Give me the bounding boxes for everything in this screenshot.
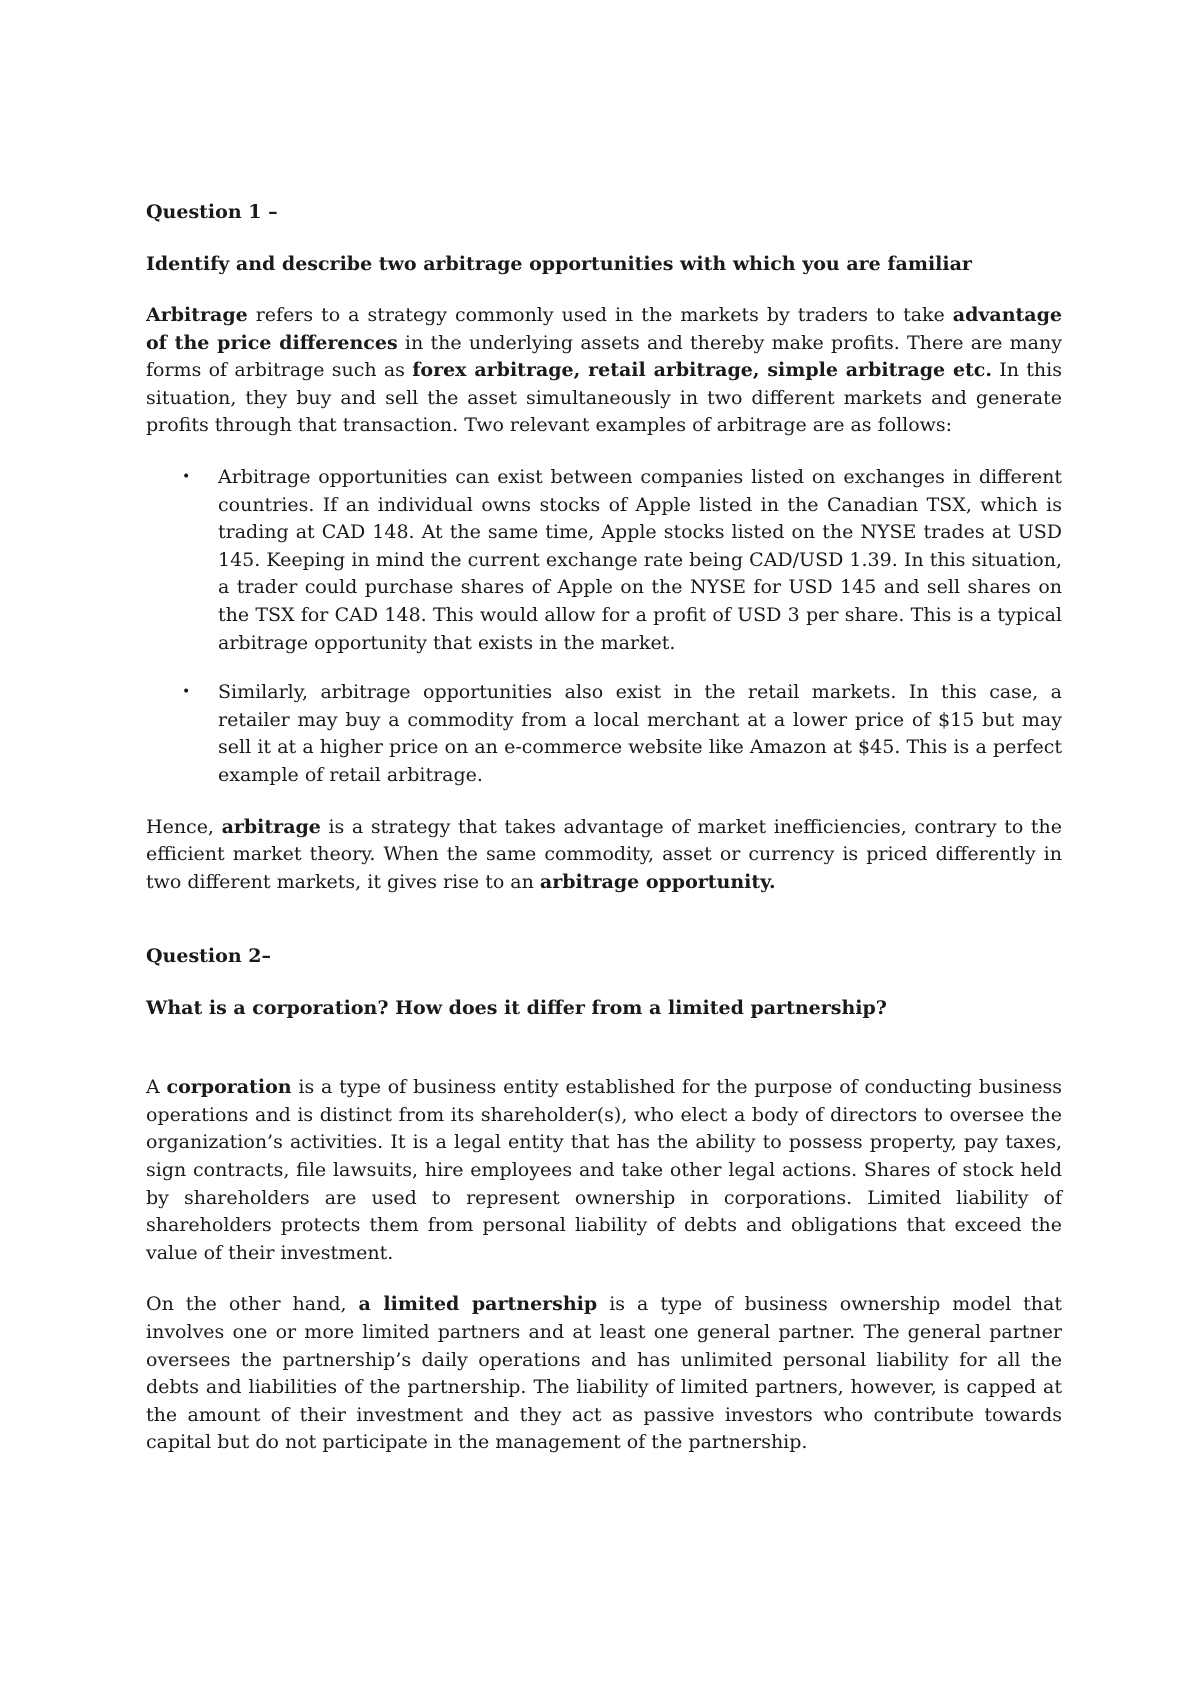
corp-text-1: A: [146, 1076, 167, 1099]
list-item: [146, 464, 1062, 657]
intro-bold-forms: forex arbitrage, retail arbitrage, simple arbitrage etc.: [412, 359, 992, 382]
question-2-title: Question 2–: [146, 945, 271, 968]
lp-text-2: is a type of business ownership model that involves one or more limited partners and at least one general partner. The general partner oversees the partnership’s daily operations and has unlimited personal liability for all the debts and liabilities of the partnership. The liability of limited partners, however, is capped at the amount of their investment and they act as passive investors who contribute towards capital but do not participate in the management of the partnership.: [146, 1293, 1062, 1454]
lp-text-1: On the other hand,: [146, 1293, 359, 1316]
question-2-corporation-paragraph: [146, 1074, 1062, 1267]
corp-text-2: is a type of business entity established for the purpose of conducting business operations and is distinct from its shareholder(s), who elect a body of directors to oversee the organization’s activities. It is a legal entity that has the ability to possess property, pay taxes, sign contracts, file lawsuits, hire employees and take other legal actions. Shares of stock held by shareholders are used to represent ownership in corporations. Limited liability of shareholders protects them from personal liability of debts and obligations that exceed the value of their investment.: [146, 1076, 1062, 1264]
list-item-text: Arbitrage opportunities can exist between companies listed on exchanges in different countries. If an individual owns stocks of Apple listed in the Canadian TSX, which is trading at CAD 148. At the same time, Apple stocks listed on the NYSE trades at USD 145. Keeping in mind the current exchange rate being CAD/USD 1.39. In this situation, a trader could purchase shares of Apple on the NYSE for USD 145 and sell shares on the TSX for CAD 148. This would allow for a profit of USD 3 per share. This is a typical arbitrage opportunity that exists in the market.: [218, 465, 1062, 654]
question-1-prompt: Identify and describe two arbitrage opportunities with which you are familiar: [146, 253, 972, 275]
question-2-prompt: What is a corporation? How does it differ from a limited partnership?: [146, 997, 887, 1020]
conclusion-bold-arbitrage: arbitrage: [221, 815, 321, 838]
lp-bold-limited-partnership: a limited partnership: [358, 1293, 598, 1316]
corp-bold-corporation: corporation: [166, 1076, 292, 1099]
question-1-intro-paragraph: [146, 302, 1062, 440]
document-page: [146, 198, 1062, 1481]
intro-text-1: refers to a strategy commonly used in the markets by traders to take: [247, 304, 953, 326]
intro-bold-price-differences: advantage of the price differences: [146, 304, 1062, 354]
list-item: [146, 679, 1062, 789]
question-2-partnership-paragraph: [146, 1291, 1062, 1457]
bullet-icon: •: [182, 684, 191, 701]
arbitrage-examples-list: [146, 464, 1062, 790]
conclusion-bold-opportunity: arbitrage opportunity.: [539, 870, 776, 893]
bullet-icon: •: [182, 468, 191, 485]
intro-bold-arbitrage: Arbitrage: [146, 304, 248, 326]
intro-text-2: in the underlying assets and thereby make profits. There are many forms of arbitrage such as: [146, 331, 1062, 382]
list-item-text: Similarly, arbitrage opportunities also exist in the retail markets. In this case, a retailer may buy a commodity from a local merchant at a lower price of $15 but may sell it at a higher price on an e-commerce website like Amazon at $45. This is a perfect example of retail arbitrage.: [218, 681, 1062, 786]
conclusion-text-1: Hence,: [146, 815, 222, 838]
conclusion-text-2: is a strategy that takes advantage of market inefficiencies, contrary to the efficient market theory. When the same commodity, asset or currency is priced differently in two different markets, it gives rise to an: [146, 815, 1062, 893]
question-1-conclusion-paragraph: [146, 814, 1062, 897]
intro-text-3: In this situation, they buy and sell the asset simultaneously in two different markets and generate profits through that transaction. Two relevant examples of arbitrage are as follows:: [146, 359, 1062, 437]
question-1-title: Question 1 –: [146, 201, 278, 223]
